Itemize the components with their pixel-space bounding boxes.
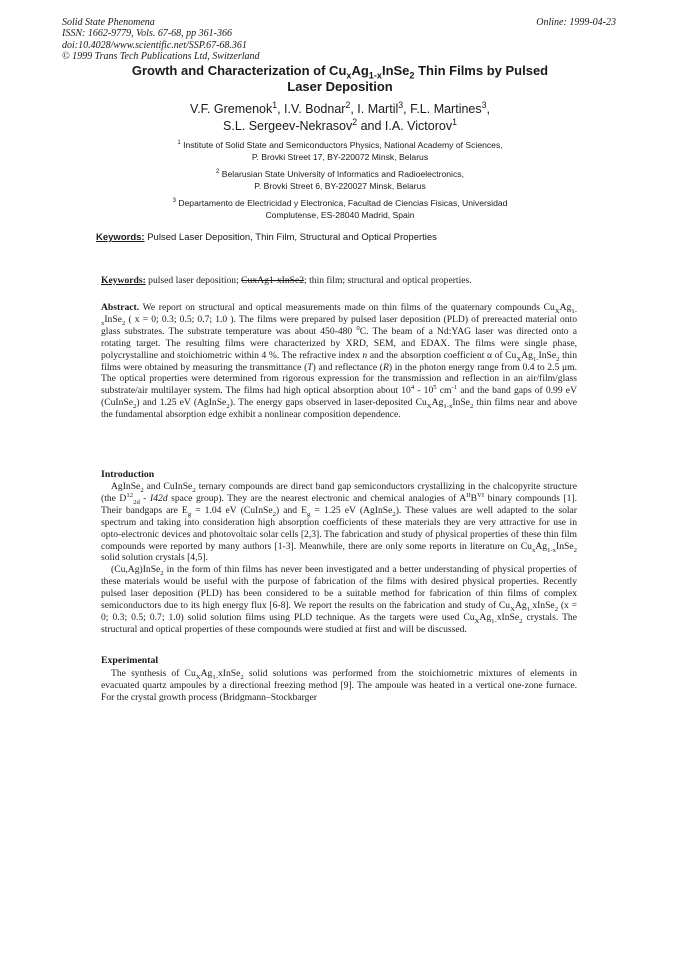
affiliation-3: $^3$ Departamento de Electricidad y Electronica, Facultad de Ciencias Fisicas, Universidad Complutense, ES-28040 Madrid, Spain	[172, 198, 508, 220]
affiliation-2: $^2$ Belarusian State University of Informatics and Radioelectronics, P. Brovki Street 6, BY-220027 Minsk, Belarus	[216, 169, 464, 191]
keywords-block: Keywords: Pulsed Laser Deposition, Thin Film, Structural and Optical Properties	[96, 232, 437, 243]
experimental-body: The synthesis of $Cu_XAg_{1-}xInSe_2$ solid solutions was performed from the stoichiometric mixtures of elements in evacuated quartz ampoules by a directional freezing method [9]. The ampoule was heated in a vertical one-zone furnace. For the crystal growth process (Bridgmann–Stockbarger	[101, 668, 577, 703]
copyright-line: © 1999 Trans Tech Publications Ltd, Switzerland	[62, 51, 260, 63]
keywords-label: Keywords:	[96, 232, 145, 243]
abstract: Abstract. We report on structural and optical measurements made on thin films of the quaternary compounds $Cu_XAg_{1-x}InSe_2$ ( x = 0; 0.3; 0.5; 0.7; 1.0 ). The films were prepared by pulsed laser deposition (PLD) of prereacted material onto glass substrates. The substrate temperature was about 450-480 $^0$C. The beam of a Nd:YAG laser was directed onto a rotating target. The resulting films were characterized by XRD, SEM, and EDAX. The films were single phase, polycrystalline and stoichiometric within 4 %. The refractive index n and the absorption coefficient α of $Cu_XAg_{1-}InSe_2$ thin films were obtained by measuring the transmittance (T) and reflectance (R) in the photon energy range from 0.4 to 2.5 μm. The optical properties were determined from rigorous expression for the transmission and reflection in an air/film/glass substrate/air multilayer system. The films had high optical absorption about $10^4 - 10^5$ $cm^{-1}$ and the band gaps of 0.99 eV (CuInSe$_2$) and 1.25 eV (AgInSe$_2$). The energy gaps observed in laser-deposited $Cu_XAg_{1-x}InSe_2$ thin films near and above the fundamental absorption edge exhibit a nonlinear composition dependence.	[101, 302, 578, 421]
intro-paragraph-1: AgInSe$_2$ and CuInSe$_2$ ternary compounds are direct band gap semiconductors crystallizing in the chalcopyrite structure (the $D^{12}_{2d} - I42d$ space group). They are the nearest electronic and chemical analogies of $A^{II}B^{VI}$ binary compounds [1]. Their bandgaps are $E_g = 1.04$ eV (CuInSe$_2$) and $E_g = 1.25$ eV (AgInSe$_2$). These values are well adapted to the solar spectrum and taking into consideration high absorption coefficients of these materials they are very attractive for use in opto-electronic devices and photovoltaic solar cells [2,3]. The fabrication and study of physical properties of these thin film compounds were reported by many authors [1-3]. Meanwhile, there are only some reports in literature on $Cu_xAg_{1-x}InSe_2$ solid solution crystals [4,5].	[101, 481, 577, 564]
intro-paragraph-2: (Cu,Ag)InSe$_2$ in the form of thin films has never been investigated and a better understanding of physical properties of these materials would be useful with the purpose of fabrication of the films with desired physical properties. Recently pulsed laser deposition (PLD) has been considered to be a suitable method for fabrication of thin films of complex semiconductors due to its high energy flux [6-8]. We report the results on the fabrication and study of $Cu_XAg_{1-}xInSe_2$ (x = 0; 0.3; 0.5; 0.7; 1.0) solid solution films using PLD technique. As the targets were used $Cu_XAg_{1-}xInSe_2$ crystals. The structural and optical properties of these compounds were studied at first and will be discussed.	[101, 564, 577, 635]
title-line-2: Laser Deposition	[287, 79, 393, 94]
introduction-heading: Introduction	[101, 469, 155, 480]
struck-keyword: CuxAg1-xInSe2	[241, 275, 305, 286]
title-line-1: Growth and Characterization of $Cu_xAg_{1-x}InSe_2$ Thin Films by Pulsed	[131, 63, 549, 81]
online-date: Online: 1999-04-23	[536, 17, 616, 28]
introduction-body	[101, 481, 577, 636]
author-list	[62, 101, 618, 134]
issn-line: ISSN: 1662-9779, Vols. 67-68, pp 361-366	[62, 28, 232, 40]
author-line-2: S.L. Sergeev-Nekrasov$^2$ and I.A. Victorov$^1$	[223, 116, 457, 133]
author-line-1: V.F. Gremenok$^1$, I.V. Bodnar$^2$, I. Martil$^3$, F.L. Martines$^3$,	[190, 99, 490, 116]
experimental-heading: Experimental	[101, 655, 159, 666]
keywords-inline: Keywords: pulsed laser deposition; CuxAg1-xInSe2; thin film; structural and optical properties.	[101, 275, 472, 286]
publication-header	[62, 17, 260, 63]
paper-title	[62, 63, 618, 95]
doi-line: doi:10.4028/www.scientific.net/SSP.67-68.361	[62, 39, 247, 51]
journal-name: Solid State Phenomena	[62, 17, 155, 28]
affiliation-1: $^1$ Institute of Solid State and Semiconductors Physics, National Academy of Sciences, P. Brovki Street 17, BY-220072 Minsk, Belarus	[177, 140, 503, 162]
